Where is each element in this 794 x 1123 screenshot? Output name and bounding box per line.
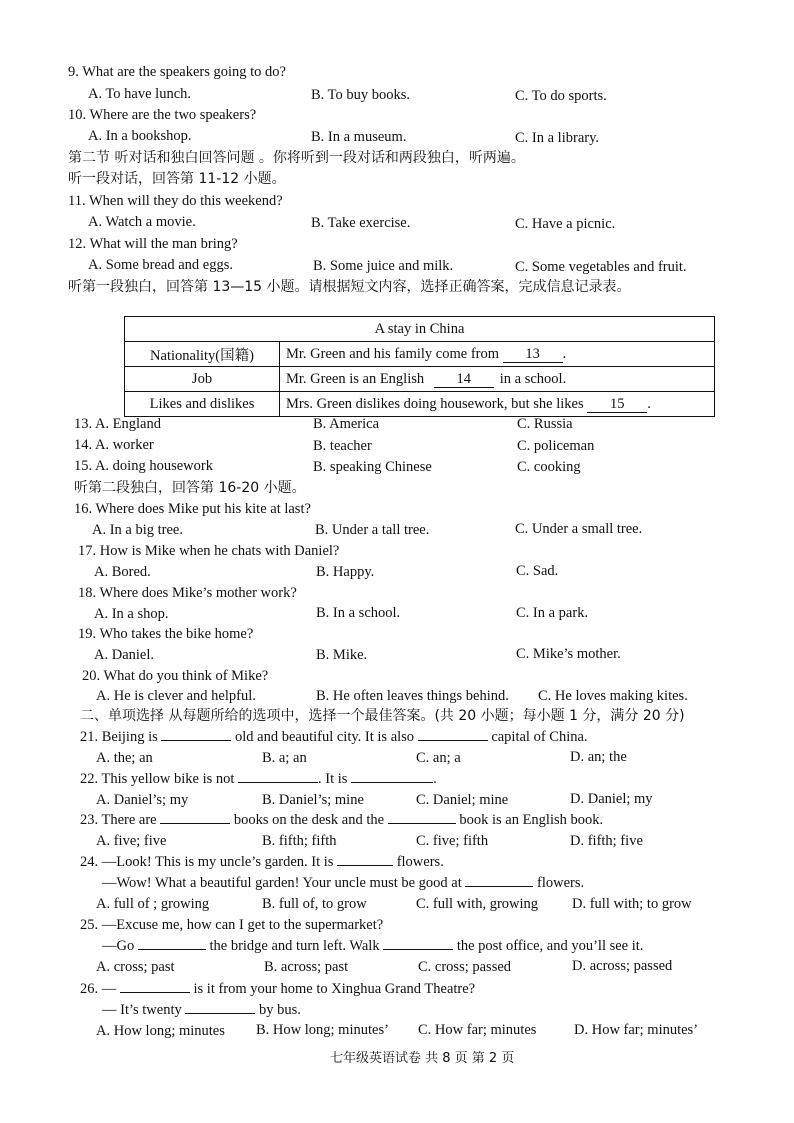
dialog-intro: 听一段对话，回答第 11-12 小题。 — [68, 171, 286, 187]
q23-option-c: C. five; fifth — [416, 833, 489, 849]
q17-option-a: A. Bored. — [94, 564, 151, 580]
q19-option-a: A. Daniel. — [94, 647, 154, 663]
q24-reply: —Wow! What a beautiful garden! Your uncle must be good at flowers. — [102, 875, 585, 891]
q18-stem: 18. Where does Mike’s mother work? — [78, 585, 297, 601]
q25-stem: 25. —Excuse me, how can I get to the supermarket? — [80, 917, 384, 933]
q19-stem: 19. Who takes the bike home? — [78, 626, 254, 642]
q21-stem: 21. Beijing is old and beautiful city. It is also capital of China. — [80, 729, 588, 745]
row-key: Job — [125, 367, 280, 392]
blank-14[interactable]: 14 — [434, 372, 494, 388]
q19-option-b: B. Mike. — [316, 647, 368, 663]
table-row — [125, 392, 715, 417]
q26-option-d: D. How far; minutes’ — [574, 1022, 699, 1038]
q17-option-c: C. Sad. — [516, 563, 559, 579]
blank-13[interactable]: 13 — [503, 347, 563, 363]
row-key: Likes and dislikes — [125, 392, 280, 417]
q22-stem: 22. This yellow bike is not . It is . — [80, 771, 437, 787]
q15-option-a: 15. A. doing housework — [74, 458, 213, 474]
q21-option-b: B. a; an — [262, 750, 307, 766]
q11-option-a: A. Watch a movie. — [88, 214, 196, 230]
q16-stem: 16. Where does Mike put his kite at last? — [74, 501, 311, 517]
q26-option-b: B. How long; minutes’ — [256, 1022, 389, 1038]
q25-option-d: D. across; passed — [572, 958, 673, 974]
q26-option-c: C. How far; minutes — [418, 1022, 537, 1038]
q13-option-c: C. Russia — [517, 416, 573, 432]
row-value: Mrs. Green dislikes doing housework, but she likes 15 . — [280, 392, 715, 417]
q21-option-a: A. the; an — [96, 750, 153, 766]
q15-option-c: C. cooking — [517, 459, 581, 475]
q25-option-a: A. cross; past — [96, 959, 175, 975]
q12-option-a: A. Some bread and eggs. — [88, 257, 233, 273]
blank[interactable] — [383, 949, 453, 950]
q11-option-c: C. Have a picnic. — [515, 216, 616, 232]
q14-option-b: B. teacher — [313, 438, 372, 454]
row-value: Mr. Green and his family come from 13 . — [280, 342, 715, 367]
q18-option-c: C. In a park. — [516, 605, 589, 621]
blank[interactable] — [161, 740, 231, 741]
blank[interactable] — [465, 886, 533, 887]
q20-stem: 20. What do you think of Mike? — [82, 668, 269, 684]
q22-option-c: C. Daniel; mine — [416, 792, 509, 808]
q14-option-a: 14. A. worker — [74, 437, 154, 453]
q12-option-c: C. Some vegetables and fruit. — [515, 259, 687, 275]
q9-option-c: C. To do sports. — [515, 88, 607, 104]
q17-option-b: B. Happy. — [316, 564, 375, 580]
q24-stem: 24. —Look! This is my uncle’s garden. It is flowers. — [80, 854, 444, 870]
q15-option-b: B. speaking Chinese — [313, 459, 432, 475]
q26-reply: — It’s twenty by bus. — [102, 1002, 301, 1018]
q13-option-b: B. America — [313, 416, 380, 432]
blank[interactable] — [138, 949, 206, 950]
q24-option-a: A. full of ; growing — [96, 896, 210, 912]
blank-15[interactable]: 15 — [587, 397, 647, 413]
q25-option-b: B. across; past — [264, 959, 349, 975]
info-record-table — [124, 316, 715, 417]
table-title: A stay in China — [125, 317, 715, 342]
q23-option-b: B. fifth; fifth — [262, 833, 337, 849]
q9-stem: 9. What are the speakers going to do? — [68, 64, 286, 80]
q24-option-c: C. full with, growing — [416, 896, 539, 912]
blank[interactable] — [120, 992, 190, 993]
q9-option-a: A. To have lunch. — [88, 86, 192, 102]
monologue1-intro: 听第一段独白，回答第 13—15 小题。请根据短文内容，选择正确答案，完成信息记录表。 — [68, 279, 631, 295]
q23-option-a: A. five; five — [96, 833, 167, 849]
q24-option-b: B. full of, to grow — [262, 896, 367, 912]
blank[interactable] — [185, 1013, 255, 1014]
q19-option-c: C. Mike’s mother. — [516, 646, 621, 662]
table-row — [125, 367, 715, 392]
q12-option-b: B. Some juice and milk. — [313, 258, 454, 274]
q21-option-c: C. an; a — [416, 750, 461, 766]
q26-option-a: A. How long; minutes — [96, 1023, 225, 1039]
q11-option-b: B. Take exercise. — [311, 215, 411, 231]
q16-option-c: C. Under a small tree. — [515, 521, 643, 537]
q22-option-a: A. Daniel’s; my — [96, 792, 189, 808]
row-value: Mr. Green is an English 14 in a school. — [280, 367, 715, 392]
q25-reply: —Go the bridge and turn left. Walk the post office, and you’ll see it. — [102, 938, 644, 954]
q25-option-c: C. cross; passed — [418, 959, 512, 975]
q12-stem: 12. What will the man bring? — [68, 236, 238, 252]
blank[interactable] — [351, 782, 433, 783]
q22-option-d: D. Daniel; my — [570, 791, 653, 807]
q20-option-a: A. He is clever and helpful. — [96, 688, 256, 704]
q23-stem: 23. There are books on the desk and the book is an English book. — [80, 812, 604, 828]
blank[interactable] — [238, 782, 318, 783]
blank[interactable] — [388, 823, 456, 824]
q23-option-d: D. fifth; five — [570, 833, 643, 849]
section2-heading: 第二节 听对话和独白回答问题 。你将听到一段对话和两段独白，听两遍。 — [68, 150, 525, 166]
table-row — [125, 342, 715, 367]
q13-option-a: 13. A. England — [74, 416, 161, 432]
q9-option-b: B. To buy books. — [311, 87, 411, 103]
q16-option-a: A. In a big tree. — [92, 522, 183, 538]
q21-option-d: D. an; the — [570, 749, 627, 765]
q10-option-b: B. In a museum. — [311, 129, 407, 145]
q24-option-d: D. full with; to grow — [572, 896, 692, 912]
q10-option-a: A. In a bookshop. — [88, 128, 192, 144]
q18-option-b: B. In a school. — [316, 605, 401, 621]
q17-stem: 17. How is Mike when he chats with Daniel? — [78, 543, 340, 559]
q20-option-b: B. He often leaves things behind. — [316, 688, 509, 704]
part2-heading: 二、单项选择 从每题所给的选项中，选择一个最佳答案。(共 20 小题；每小题 1 分，满分 20 分) — [80, 708, 685, 724]
monologue2-intro: 听第二段独白，回答第 16-20 小题。 — [74, 480, 306, 496]
q14-option-c: C. policeman — [517, 438, 595, 454]
blank[interactable] — [337, 865, 393, 866]
blank[interactable] — [160, 823, 230, 824]
blank[interactable] — [418, 740, 488, 741]
q10-option-c: C. In a library. — [515, 130, 600, 146]
q22-option-b: B. Daniel’s; mine — [262, 792, 364, 808]
q18-option-a: A. In a shop. — [94, 606, 169, 622]
q26-stem: 26. — is it from your home to Xinghua Grand Theatre? — [80, 981, 476, 997]
row-key: Nationality(国籍) — [125, 342, 280, 367]
page-footer: 七年级英语试卷 共 8 页 第 2 页 — [330, 1051, 515, 1066]
q11-stem: 11. When will they do this weekend? — [68, 193, 283, 209]
q16-option-b: B. Under a tall tree. — [315, 522, 430, 538]
q10-stem: 10. Where are the two speakers? — [68, 107, 257, 123]
q20-option-c: C. He loves making kites. — [538, 688, 688, 704]
